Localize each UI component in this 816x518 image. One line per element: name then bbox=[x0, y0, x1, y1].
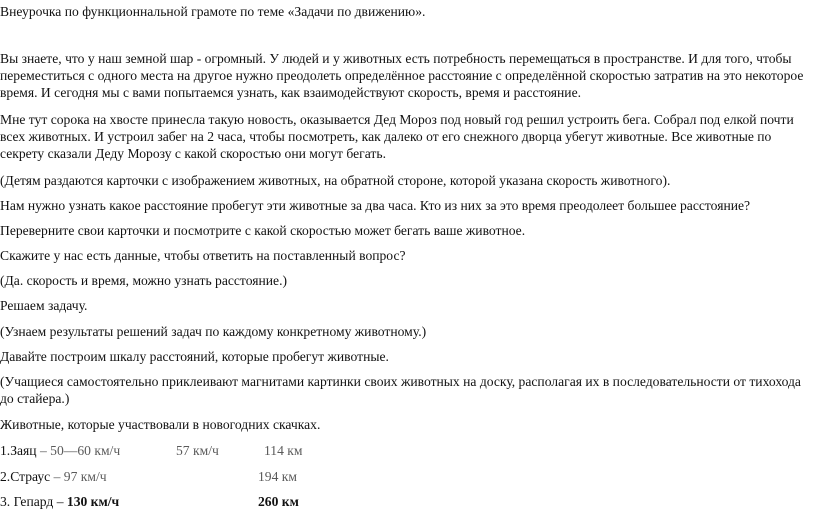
flip-cards-instruction: Переверните свои карточки и посмотрите с какой скоростью может бегать ваше животное. bbox=[0, 223, 526, 238]
animals-list-heading: Животные, которые участвовали в новогодних скачках. bbox=[0, 417, 321, 432]
animal-name: 3. Гепард bbox=[0, 494, 54, 509]
animal-separator: – bbox=[50, 469, 64, 484]
animal-speed-range: 130 км/ч bbox=[66, 494, 120, 509]
animal-speed-range: 97 км/ч bbox=[63, 469, 107, 484]
animal-entry bbox=[0, 468, 107, 485]
story-paragraph: Мне тут сорока на хвосте принесла такую новость, оказывается Дед Мороз под новый год решил устроить бега. Собрал под елкой почти всех животных. И устроил забег на 2 часа, чтобы посмотреть, как далеко от его снежного дворца убегут животные. Все животные по секрету сказали Деду Морозу с какой скоростью они могут бегать. bbox=[0, 112, 794, 161]
animal-separator: – bbox=[36, 443, 51, 458]
data-question: Скажите у нас есть данные, чтобы ответить на поставленный вопрос? bbox=[0, 248, 406, 263]
students-activity-note: (Учащиеся самостоятельно приклеивают магнитами картинки своих животных на доску, располагая их в последовательности от тихохода до стайера.) bbox=[0, 374, 801, 406]
animal-distance: 194 км bbox=[258, 469, 297, 484]
solve-task-line: Решаем задачу. bbox=[0, 298, 88, 313]
animal-entry bbox=[0, 442, 120, 459]
scale-instruction: Давайте построим шкалу расстояний, которые пробегут животные. bbox=[0, 349, 389, 364]
animal-row-hare bbox=[0, 442, 816, 460]
animal-speed-range: 50—60 км/ч bbox=[50, 443, 121, 458]
animal-speed: 57 км/ч bbox=[176, 443, 219, 458]
results-note: (Узнаем результаты решений задач по каждому конкретному животному.) bbox=[0, 324, 427, 339]
animal-distance: 114 км bbox=[264, 443, 303, 458]
animal-separator: – bbox=[53, 494, 67, 509]
animal-name: 2.Страус bbox=[0, 469, 51, 484]
animal-entry bbox=[0, 493, 119, 510]
cards-note: (Детям раздаются карточки с изображением животных, на обратной стороне, которой указана скорость животного). bbox=[0, 173, 671, 188]
document-title: Внеурочка по функционнальной грамоте по теме «Задачи по движению». bbox=[0, 4, 426, 19]
task-question: Нам нужно узнать какое расстояние пробегут эти животные за два часа. Кто из них за это время преодолеет большее расстояние? bbox=[0, 198, 751, 213]
animal-name: 1.Заяц bbox=[0, 443, 37, 458]
intro-paragraph: Вы знаете, что у наш земной шар - огромный. У людей и у животных есть потребность перемещаться в пространстве. И для того, чтобы переместиться с одного места на другое нужно преодолеть определённое расстояние с определённой скоростью затратив на это некоторое время. И сегодня мы с вами попытаемся узнать, как взаимодействуют скорость, время и расстояние. bbox=[0, 51, 804, 100]
animal-row-ostrich bbox=[0, 468, 816, 486]
animal-row-cheetah bbox=[0, 493, 816, 511]
animal-distance: 260 км bbox=[258, 494, 299, 509]
answer-note: (Да. скорость и время, можно узнать расстояние.) bbox=[0, 273, 287, 288]
